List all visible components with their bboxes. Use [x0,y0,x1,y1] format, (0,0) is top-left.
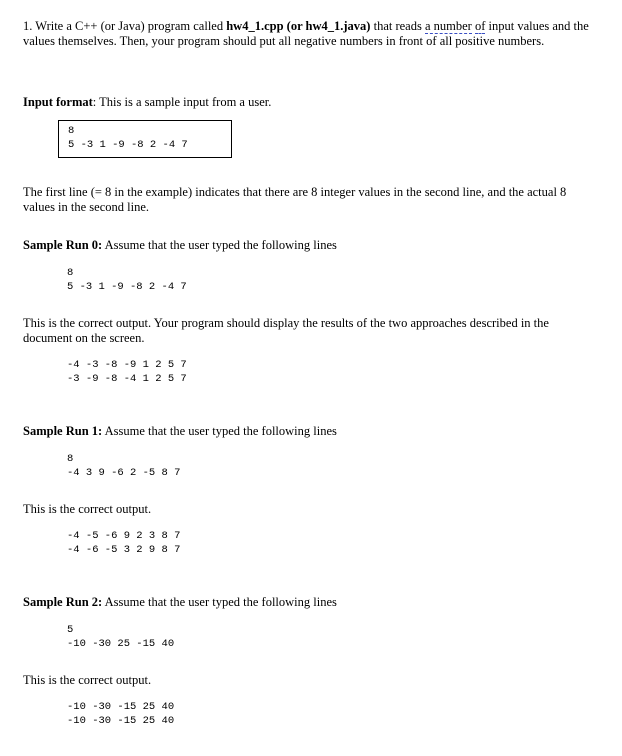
sample-input-box [58,120,232,158]
file-name: hw4_1.cpp (or hw4_1.java) [226,19,371,33]
sample-run-2-output: -10 -30 -15 25 40 -10 -30 -15 25 40 [67,701,175,727]
sample-run-2-note: This is the correct output. [23,673,152,687]
question-text [23,19,593,49]
sample-run-1-note: This is the correct output. [23,502,152,516]
sample-input-code: 8 5 -3 1 -9 -8 2 -4 7 [68,125,188,151]
question-text-2: that reads [370,19,425,33]
input-format-heading: Input format: This is a sample input from a user. [23,95,272,109]
sample-run-1-heading: Sample Run 1: Assume that the user typed the following lines [23,424,337,438]
input-format-label: Input format [23,95,93,109]
sample-run-2-input: 5 -10 -30 25 -15 40 [67,624,175,650]
sample-run-0-output: -4 -3 -8 -9 1 2 5 7 -3 -9 -8 -4 1 2 5 7 [67,359,187,385]
spellcheck-phrase: a number [424,19,472,33]
question-intro: 1. Write a C++ (or Java) program called [23,19,227,33]
spellcheck-word: of [474,19,486,33]
sample-run-1-input: 8 -4 3 9 -6 2 -5 8 7 [67,453,181,479]
question-text-3: input values and the values themselves. Then, your program should put all negative numbers in front of all positive numbers. [23,19,589,48]
sample-run-0-note: This is the correct output. Your program should display the results of the two approaches described in the document on the screen. [23,316,549,345]
sample-run-0-input: 8 5 -3 1 -9 -8 2 -4 7 [67,267,187,293]
sample-run-0-heading: Sample Run 0: Assume that the user typed the following lines [23,238,337,252]
sample-run-1-output: -4 -5 -6 9 2 3 8 7 -4 -6 -5 3 2 9 8 7 [67,530,181,556]
explanation-text: The first line (= 8 in the example) indicates that there are 8 integer values in the second line, and the actual 8 values in the second line. [23,185,567,214]
sample-run-2-heading: Sample Run 2: Assume that the user typed the following lines [23,595,337,609]
